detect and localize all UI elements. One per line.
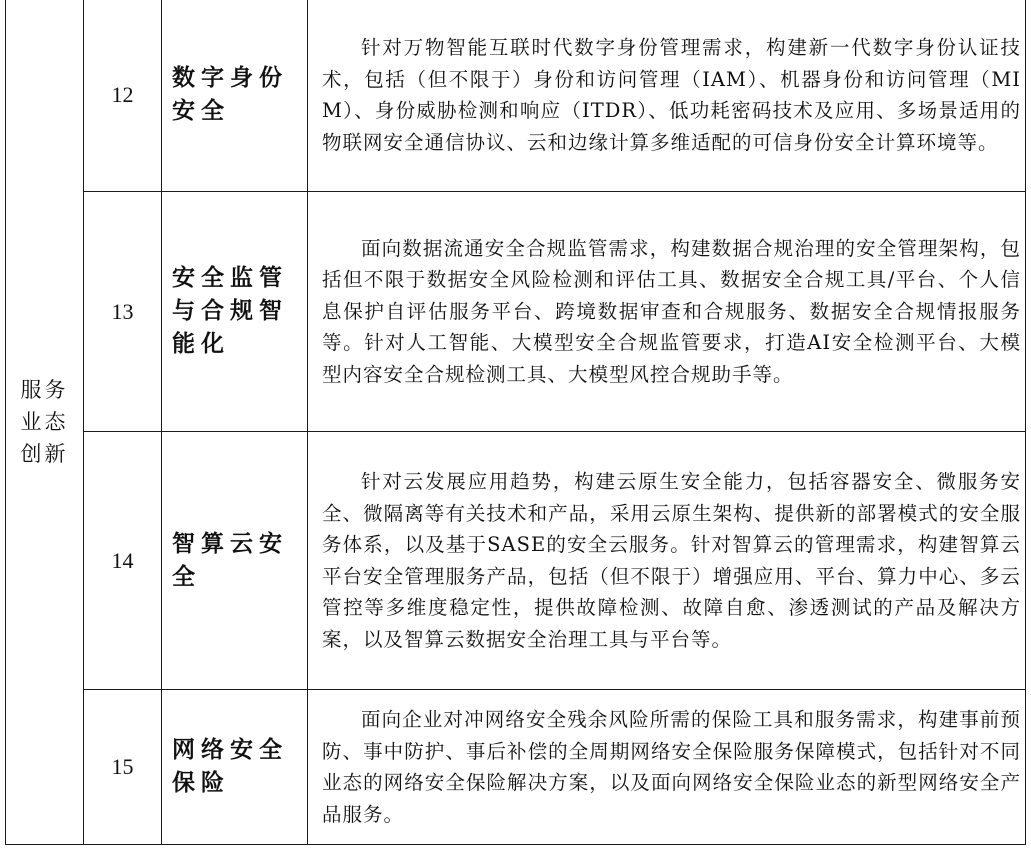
row-description: 针对云发展应用趋势，构建云原生安全能力，包括容器安全、微服务安全、微隔离等有关技术和产品，采用云原生架构、提供新的部署模式的安全服务体系，以及基于SASE的安全云服务。针对智算云的管理需求，构建智算云平台安全管理服务产品，包括（但不限于）增强应用、平台、算力中心、多云管控等多维度稳定性，提供故障检测、故障自愈、渗透测试的产品及解决方案，以及智算云数据安全治理工具与平台等。 bbox=[308, 432, 1026, 690]
category-cell bbox=[6, 0, 84, 845]
row-description: 针对万物智能互联时代数字身份管理需求，构建新一代数字身份认证技术，包括（但不限于）身份和访问管理（IAM）、机器身份和访问管理（MIM）、身份威胁检测和响应（ITDR）、低功耗密码技术及应用、多场景适用的物联网安全通信协议、云和边缘计算多维适配的可信身份安全计算环境等。 bbox=[308, 0, 1026, 192]
row-description: 面向企业对冲网络安全残余风险所需的保险工具和服务需求，构建事前预防、事中防护、事后补偿的全周期网络安全保险服务保障模式，包括针对不同业态的网络安全保险解决方案，以及面向网络安全保险业态的新型网络安全产品服务。 bbox=[308, 690, 1026, 845]
row-title: 智算云安全 bbox=[162, 432, 308, 690]
table-row bbox=[6, 0, 1026, 192]
table-row bbox=[6, 192, 1026, 432]
row-title: 安全监管与合规智能化 bbox=[162, 192, 308, 432]
catalog-table bbox=[5, 0, 1026, 845]
row-number: 12 bbox=[84, 0, 162, 192]
row-number: 15 bbox=[84, 690, 162, 845]
table-row bbox=[6, 690, 1026, 845]
row-title: 数字身份安全 bbox=[162, 0, 308, 192]
row-number: 13 bbox=[84, 192, 162, 432]
category-line: 创新 bbox=[20, 441, 69, 466]
row-description: 面向数据流通安全合规监管需求，构建数据合规治理的安全管理架构，包括但不限于数据安全风险检测和评估工具、数据安全合规工具/平台、个人信息保护自评估服务平台、跨境数据审查和合规服务、数据安全合规情报服务等。针对人工智能、大模型安全合规监管要求，打造AI安全检测平台、大模型内容安全合规检测工具、大模型风控合规助手等。 bbox=[308, 192, 1026, 432]
row-title: 网络安全保险 bbox=[162, 690, 308, 845]
category-line: 业态 bbox=[20, 409, 69, 434]
table-row bbox=[6, 432, 1026, 690]
row-number: 14 bbox=[84, 432, 162, 690]
category-line: 服务 bbox=[20, 377, 69, 402]
